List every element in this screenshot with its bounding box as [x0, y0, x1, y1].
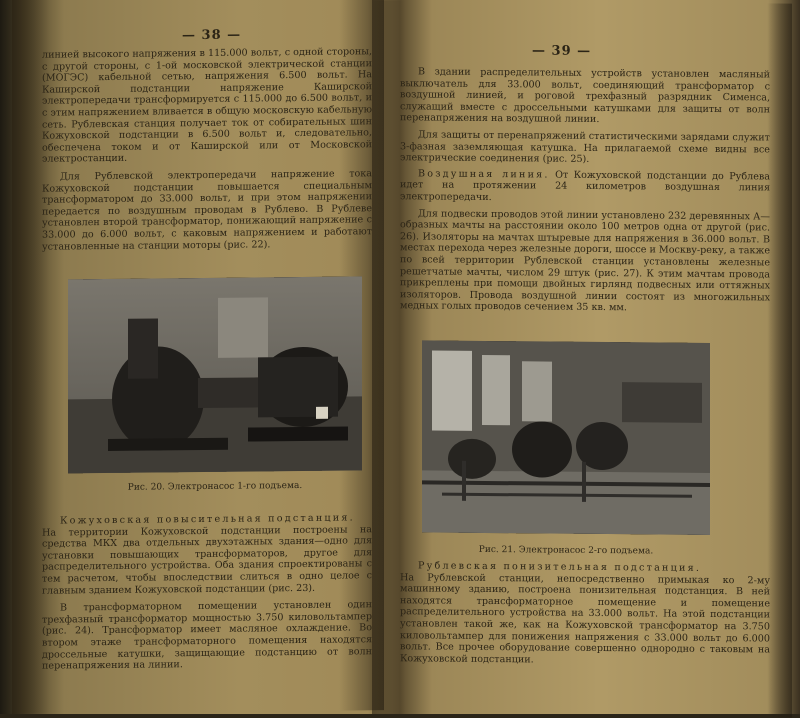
paragraph: линией высокого напряжения в 115.000 вольт, с одной стороны, с другой стороны, с 1-ой московской электрической станции (МОГЭС) кабельной сетью, напряжения 6.500 вольт. На Каширской подстанции напряжение Каширской электропередачи трансформируется с 115.000 до 6.500 вольт, и с этим напряжением вливается в общую московскую кабельную сеть. Рублевская станция получает ток от собирательных шин Кожуховской подстанции в 6.500 вольт и, следовательно, обеспечена током и от Каширской или от Московской электростанции. [42, 46, 372, 166]
figure-photo-pump-2 [422, 340, 710, 535]
left-text-top [42, 46, 372, 253]
paragraph: На Рублевской станции, непосредственно примыкая ко 2-му машинному зданию, построена понизительная подстанция. В ней находятся трансформаторное помещение и помещение распределительного устройства на 33.000 вольт. На этой подстанции установлен такой же, как на Кожуховской трансформатор на 3.750 киловольтампер для понижения напряжения с 33.000 вольт до 6.000 вольт. Все прочее оборудование совершенно однородно с таковым на Кожуховской подстанции. [400, 571, 770, 666]
left-text-bottom [42, 512, 372, 672]
right-page [372, 0, 792, 718]
paragraph: От Кожуховской подстанции до Рублева идет на протяжении 24 километров воздушная линия электропередачи. [400, 169, 770, 203]
page-number: — 39 — [532, 43, 592, 59]
pump-photo-illustration [68, 276, 362, 473]
paragraph: Для подвески проводов этой линии установлено 232 деревянных А—образных мачты на расстоянии около 100 метров одна от другой (рис. 26). Изоляторы на мачтах штыревые для напряжения в 36.000 вольт. В местах перехода через железные дороги, шоссе и Москву-реку, а также по всей территории Рублевской станции установлены железные решетчатые мачты, числом 29 штук (рис. 27). К этим мачтам провода прикреплены при помощи двойных гирлянд подвесных или оттяжных изоляторов. Провода воздушной линии состоят из многожильных медных голых проводов сечением 35 кв. мм. [400, 207, 770, 314]
pump-hall-photo-illustration [422, 340, 710, 535]
left-page [12, 0, 384, 714]
paragraph: На территории Кожуховской подстанции построены на средства МКХ два отдельных двухэтажных здания—одно для установки повышающих трансформаторов, другое для распределительного устройства. Оба здания спроектированы с тем расчетом, чтобы впоследствии слиться в одно целое с главным зданием Кожуховской подстанции (рис. 23). [42, 523, 372, 597]
section-heading: Воздушная линия. [418, 168, 550, 181]
figure-photo-pump-1 [68, 276, 362, 473]
right-text-top [400, 66, 770, 315]
figure-caption: Рис. 21. Электронасос 2-го подъема. [478, 544, 654, 557]
section-heading: Рублевская понизительная подстанция. [418, 560, 702, 574]
paragraph: В трансформаторном помещении установлен один трехфазный трансформатор мощностью 3.750 киловольтампер (рис. 24). Трансформатор имеет масляное охлаждение. Во втором этаже трансформаторного помещения находятся дроссельные катушки, защищающие подстанцию от волн перенапряжения на линии. [42, 599, 372, 672]
right-text-bottom [400, 560, 770, 668]
paragraph: Для Рублевской электропередачи напряжение тока Кожуховской подстанции повышается специальным трансформатором до 33.000 вольт, и при этом напряжении передается по воздушным проводам в Рублево. В Рублеве установлен второй трансформатор, понижающий напряжение с 33.000 до 6.000 вольт, с каковым напряжением и работают установленные на станции моторы (рис. 22). [42, 168, 372, 253]
figure-caption: Рис. 20. Электронасос 1-го подъема. [127, 480, 303, 493]
paragraph: В здании распределительных устройств установлен масляный выключатель для 33.000 вольт, соединяющий трансформатор с воздушной линией, и роговой трехфазный разрядник Сименса, служащий вместе с дроссельными катушками для защиты от волн перенапряжения на воздушной линии. [400, 66, 770, 126]
paragraph: Для защиты от перенапряжений статистическими зарядами служит 3-фазная заземляющая катушка. На прилагаемой схеме видны все электрические соединения (рис. 25). [400, 129, 770, 166]
page-number: — 38 — [182, 27, 242, 44]
section-heading: Кожуховская повысительная подстанция. [60, 512, 355, 527]
